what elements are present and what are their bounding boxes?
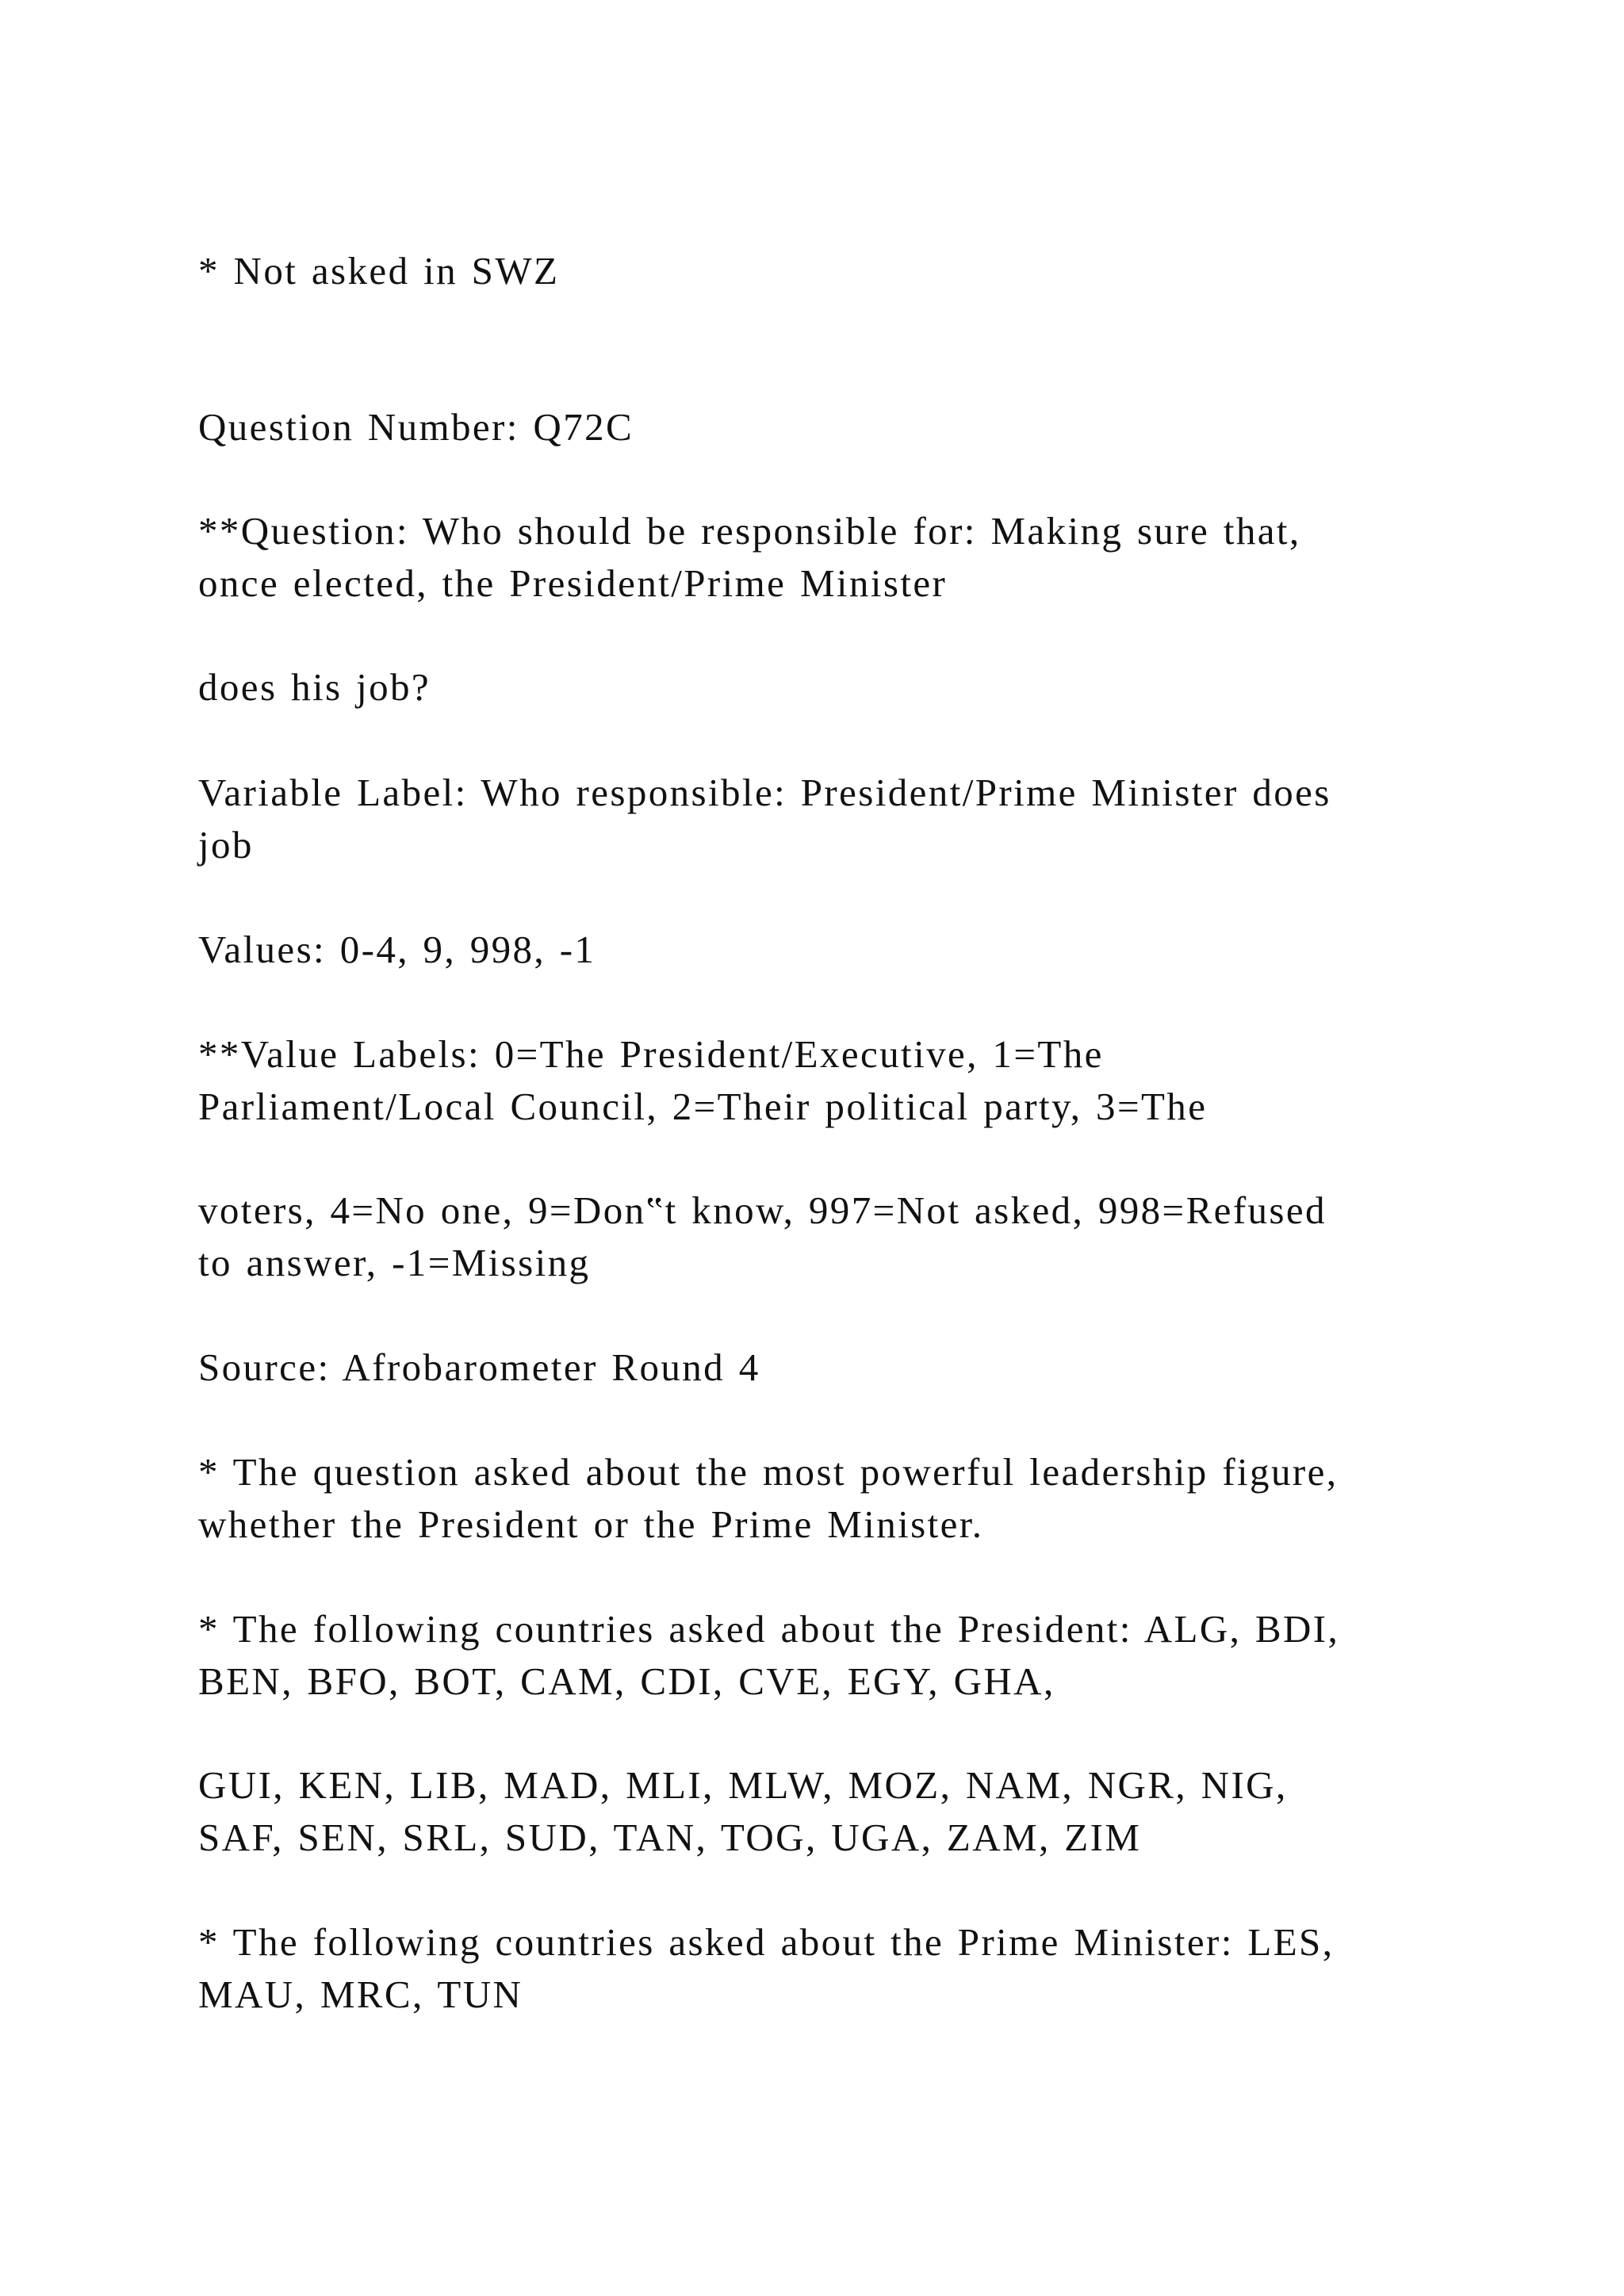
source [198,1341,1451,1394]
text-line: SAF, SEN, SRL, SUD, TAN, TOG, UGA, ZAM, ZIM [198,1816,1142,1859]
value-labels [198,1028,1451,1133]
text-line: * Not asked in SWZ [198,249,560,293]
text-line: * The question asked about the most powerful leadership figure, [198,1450,1339,1494]
question-number [198,401,1451,453]
text-line: voters, 4=No one, 9=Don‟t know, 997=Not asked, 998=Refused [198,1188,1327,1232]
variable-label [198,767,1451,871]
note-president-countries [198,1603,1451,1708]
note-president-countries-continued [198,1759,1451,1864]
text-line: BEN, BFO, BOT, CAM, CDI, CVE, EGY, GHA, [198,1659,1055,1703]
value-labels-continued [198,1184,1451,1289]
text-line: job [198,823,254,867]
text-line: Question Number: Q72C [198,405,634,449]
question-text-continued [198,661,1451,714]
question-text [198,505,1451,610]
text-line: Parliament/Local Council, 2=Their political party, 3=The [198,1085,1208,1128]
text-line: Variable Label: Who responsible: President/Prime Minister does [198,771,1331,814]
note-leadership-figure [198,1446,1451,1551]
text-line: GUI, KEN, LIB, MAD, MLI, MLW, MOZ, NAM, NGR, NIG, [198,1763,1288,1807]
text-line: Values: 0-4, 9, 998, -1 [198,928,596,971]
text-line: **Question: Who should be responsible for: Making sure that, [198,509,1301,553]
note-prime-minister-countries [198,1916,1451,2021]
text-line: Source: Afrobarometer Round 4 [198,1345,760,1389]
note-not-asked-swz [198,245,1451,297]
text-line: to answer, -1=Missing [198,1241,591,1284]
text-line: **Value Labels: 0=The President/Executive, 1=The [198,1032,1104,1076]
text-line: whether the President or the Prime Minister. [198,1502,984,1546]
text-line: once elected, the President/Prime Minister [198,561,948,605]
text-line: does his job? [198,665,431,709]
values [198,924,1451,976]
text-line: MAU, MRC, TUN [198,1973,523,2016]
text-line: * The following countries asked about the Prime Minister: LES, [198,1920,1335,1964]
text-line: * The following countries asked about the President: ALG, BDI, [198,1607,1340,1651]
